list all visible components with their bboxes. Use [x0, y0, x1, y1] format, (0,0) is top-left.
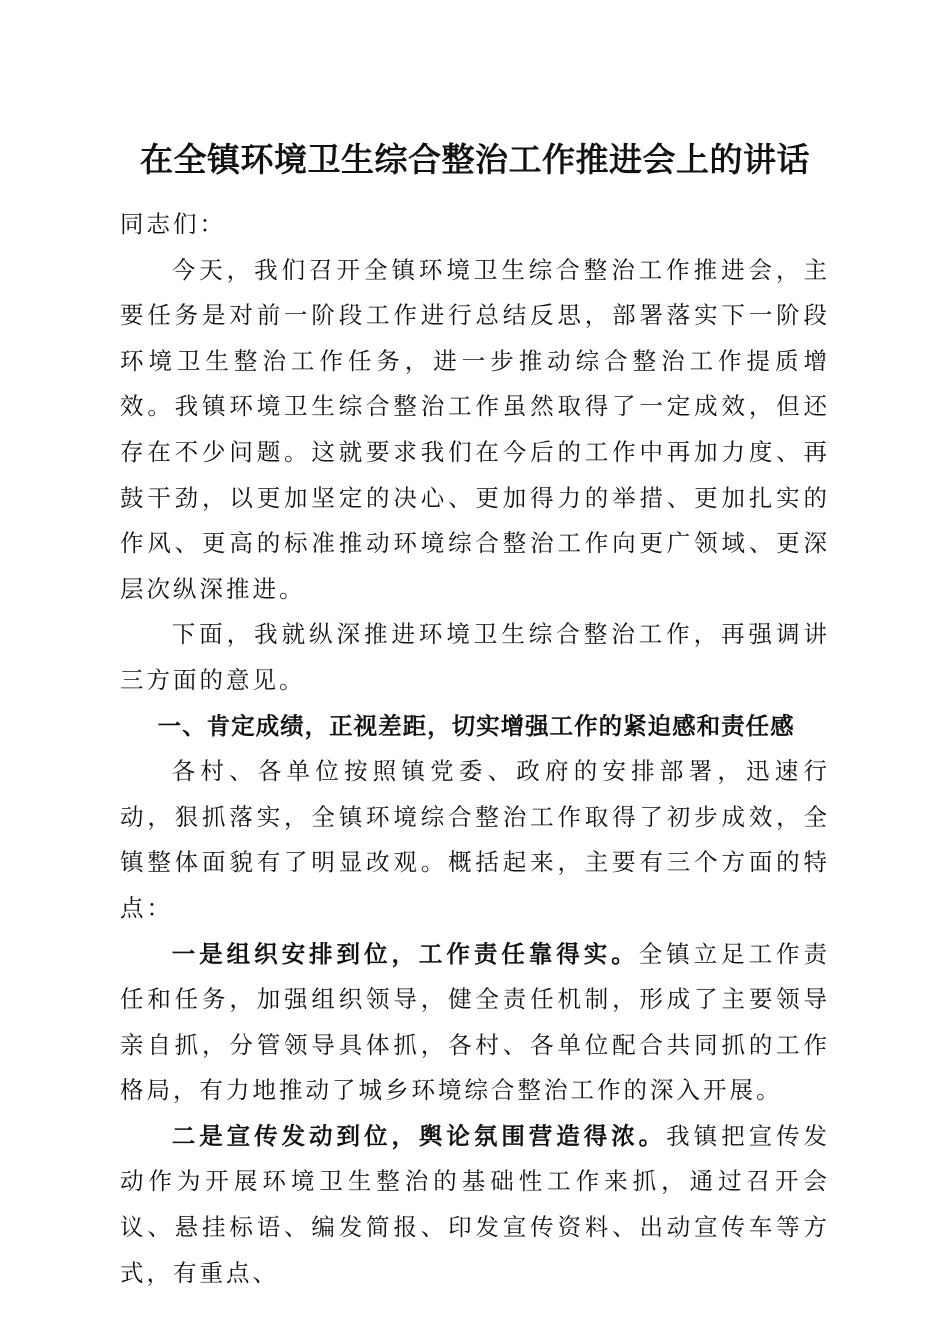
salutation: 同志们：: [120, 210, 226, 238]
point-2-lead: 二是宣传发动到位，舆论氛围营造得浓。: [171, 1121, 667, 1150]
document-body: [120, 202, 830, 1296]
paragraph-point-1: [120, 932, 830, 1114]
paragraph-achievements: 各村、各单位按照镇党委、政府的安排部署，迅速行动，狠抓落实，全镇环境综合整治工作取得了初步成效，全镇整体面貌有了明显改观。概括起来，主要有三个方面的特点：: [120, 757, 830, 922]
paragraph-opening: 今天，我们召开全镇环境卫生综合整治工作推进会，主要任务是对前一阶段工作进行总结反思，部署落实下一阶段环境卫生整治工作任务，进一步推动综合整治工作提质增效。我镇环境卫生综合整治工作虽然取得了一定成效，但还存在不少问题。这就要求我们在今后的工作中再加力度、再鼓干劲，以更加坚定的决心、更加得力的举措、更加扎实的作风、更高的标准推动环境综合整治工作向更广领域、更深层次纵深推进。: [120, 255, 830, 603]
paragraph-point-2: [120, 1114, 830, 1296]
document-title: 在全镇环境卫生综合整治工作推进会上的讲话: [140, 140, 810, 179]
section-heading-1: 一、肯定成绩，正视差距，切实增强工作的紧迫感和责任感: [157, 711, 795, 740]
point-1-lead: 一是组织安排到位，工作责任靠得实。: [171, 939, 639, 968]
point-2-body: 我镇把宣传发动作为开展环境卫生整治的基础性工作来抓，通过召开会议、悬挂标语、编发简报、印发宣传资料、出动宣传车等方式，有重点、: [120, 1121, 831, 1287]
paragraph-outline: 下面，我就纵深推进环境卫生综合整治工作，再强调讲三方面的意见。: [120, 620, 830, 694]
point-1-body: 全镇立足工作责任和任务，加强组织领导，健全责任机制，形成了主要领导亲自抓，分管领导具体抓，各村、各单位配合共同抓的工作格局，有力地推动了城乡环境综合整治工作的深入开展。: [120, 939, 831, 1105]
